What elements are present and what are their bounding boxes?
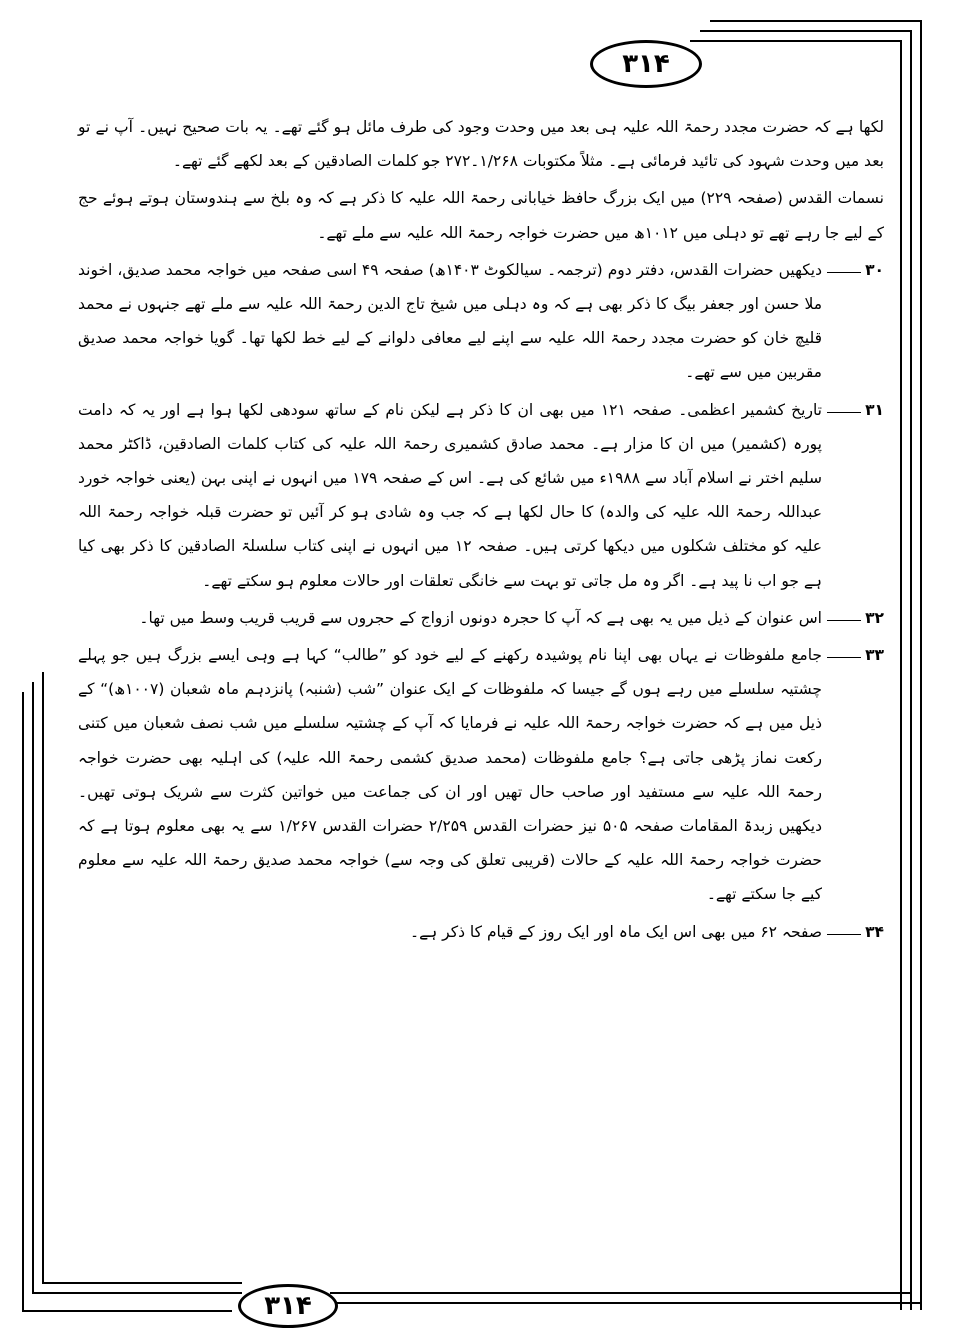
footnote-32: [78, 601, 884, 635]
footnote-30: [78, 253, 884, 390]
footnote-number: ۳۴: [865, 922, 884, 941]
footnote-rule: [827, 934, 861, 935]
footnote-text: جامع ملفوظات نے یہاں بھی اپنا نام پوشیدہ رکھنے کے لیے خود کو ”طالب“ کہا ہے وہی ایسے بزرگ ہیں جو پہلے چشتیہ سلسلے میں رہے ہوں گے جیسا کہ ملفوظات کے ایک عنوان ”شب (شنبہ) پانزدہم ماہ شعبان (۱۰۰۷ھ)“ کے ذیل میں ہے کہ حضرت خواجہ رحمۃ اللہ علیہ نے فرمایا کہ آپ کے چشتیہ سلسلے میں شب نصف شعبان میں کتنی رکعت نماز پڑھی جاتی ہے؟ جامع ملفوظات (محمد صدیق کشمی رحمۃ اللہ علیہ) کی اہلیہ بھی حضرت خواجہ رحمۃ اللہ علیہ سے مستفید اور صاحب حال تھیں اور ان کی جماعت میں خواتین کثرت سے شریک ہوتی تھیں۔ دیکھیں زبدۃ المقامات صفحہ ۵۰۵ نیز حضرات القدس ۲/۲۵۹ حضرات القدس ۱/۲۶۷ سے یہ بھی معلوم ہوتا ہے کہ حضرت خواجہ رحمۃ اللہ علیہ کے حالات (قریبی تعلق کی وجہ سے) خواجہ محمد صدیق رحمۃ اللہ علیہ سے معلوم کیے جا سکتے تھے۔: [78, 646, 823, 904]
footnote-text: تاریخ کشمیر اعظمی۔ صفحہ ۱۲۱ میں بھی ان کا ذکر ہے لیکن نام کے ساتھ سودھی لکھا ہوا ہے اور یہ کہ دامت پورہ (کشمیر) میں ان کا مزار ہے۔ محمد صادق کشمیری رحمۃ اللہ علیہ کی کتاب کلمات الصادقین، ڈاکٹر محمد سلیم اختر نے اسلام آباد سے ۱۹۸۸ء میں شائع کی ہے۔ اس کے صفحہ ۱۷۹ میں انہوں نے اپنی بہن (یعنی خواجہ خورد عبداللہ رحمۃ اللہ علیہ کی والدہ) کا حال لکھا ہے کہ جب وہ شادی ہو کر آئیں تو حضرت قبلہ خواجہ رحمۃ اللہ علیہ کو مختلف شکلوں میں دیکھا کرتی ہیں۔ صفحہ ۱۲ میں انہوں نے اپنی کتاب سلسلۃ الصادقین کا ذکر بھی کیا ہے جو اب نا پید ہے۔ اگر وہ مل جاتی تو بہت سے خانگی تعلقات اور حالات معلوم ہو سکتے تھے۔: [78, 400, 822, 590]
footnote-text: صفحہ ۶۲ میں بھی اس ایک ماہ اور ایک روز کے قیام کا ذکر ہے۔: [410, 922, 822, 941]
footnote-text: دیکھیں حضرات القدس، دفتر دوم (ترجمہ۔ سیالکوٹ ۱۴۰۳ھ) صفحہ ۴۹ اسی صفحہ میں خواجہ محمد صدیق، اخوند ملا حسن اور جعفر بیگ کا ذکر بھی ہے کہ وہ دہلی میں شیخ تاج الدین رحمۃ اللہ علیہ سے ملے تھے جنہوں نے محمد قلیچ خان کو حضرت مجدد رحمۃ اللہ علیہ سے اپنے لیے معافی دلوانے کے لیے خط لکھا تھا۔ گویا خواجہ محمد صدیق مقربین میں سے تھے۔: [78, 260, 823, 382]
footnote-text: اس عنوان کے ذیل میں یہ بھی ہے کہ آپ کا حجرہ دونوں ازواج کے حجروں سے قریب قریب وسط میں تھا۔: [139, 608, 822, 627]
footnote-rule: [827, 412, 861, 413]
frame-line-left-3: [42, 672, 44, 1282]
footnote-number: ۳۲: [865, 608, 884, 627]
frame-line-left-2: [32, 682, 34, 1292]
paragraph-2: نسمات القدس (صفحہ ۲۲۹) میں ایک بزرگ حافظ خیابانی رحمۃ اللہ علیہ کا ذکر ہے کہ وہ بلخ سے ہندوستان ہوتے ہوئے حج کے لیے جا رہے تھے تو دہلی میں ۱۰۱۲ھ میں حضرت خواجہ رحمۃ اللہ علیہ سے ملے تھے۔: [78, 189, 884, 242]
frame-line-bottom-4: [330, 1292, 910, 1294]
footnote-rule: [827, 272, 861, 273]
frame-line-top-1: [690, 40, 902, 42]
page-number-top: ۳۱۴: [590, 40, 702, 88]
footnote-number: ۳۰: [865, 260, 884, 279]
frame-line-bottom-2: [32, 1292, 242, 1294]
footnote-31: [78, 393, 884, 598]
footnote-rule: [827, 620, 861, 621]
frame-line-right-1: [900, 40, 902, 1310]
footnote-rule: [827, 657, 861, 658]
frame-line-right-2: [910, 30, 912, 1310]
page-number-bottom: ۳۱۴: [238, 1284, 338, 1328]
frame-line-left-1: [22, 692, 24, 1312]
footnote-marker: [826, 393, 884, 427]
frame-line-bottom-5: [330, 1302, 920, 1304]
page-body: [78, 110, 884, 952]
footnote-marker: [826, 638, 884, 672]
footnote-number: ۳۱: [865, 400, 884, 419]
frame-line-top-2: [700, 30, 912, 32]
footnote-marker: [826, 601, 884, 635]
footnote-number: ۳۳: [865, 646, 884, 665]
footnote-marker: [826, 915, 884, 949]
frame-line-right-3: [920, 20, 922, 1310]
footnote-marker: [826, 253, 884, 287]
frame-line-top-3: [710, 20, 922, 22]
footnote-34: [78, 915, 884, 949]
paragraph-1: لکھا ہے کہ حضرت مجدد رحمۃ اللہ علیہ ہی بعد میں وحدت وجود کی طرف مائل ہو گئے تھے۔ یہ بات صحیح نہیں۔ آپ نے تو بعد میں وحدت شہود کی تائید فرمائی ہے۔ مثلاً مکتوبات ۱/۲۶۸۔۲۷۲ جو کلمات الصادقین کے بعد لکھے گئے تھے۔: [78, 118, 884, 171]
footnote-33: [78, 638, 884, 912]
frame-line-bottom-1: [22, 1310, 232, 1312]
frame-line-bottom-3: [42, 1282, 242, 1284]
